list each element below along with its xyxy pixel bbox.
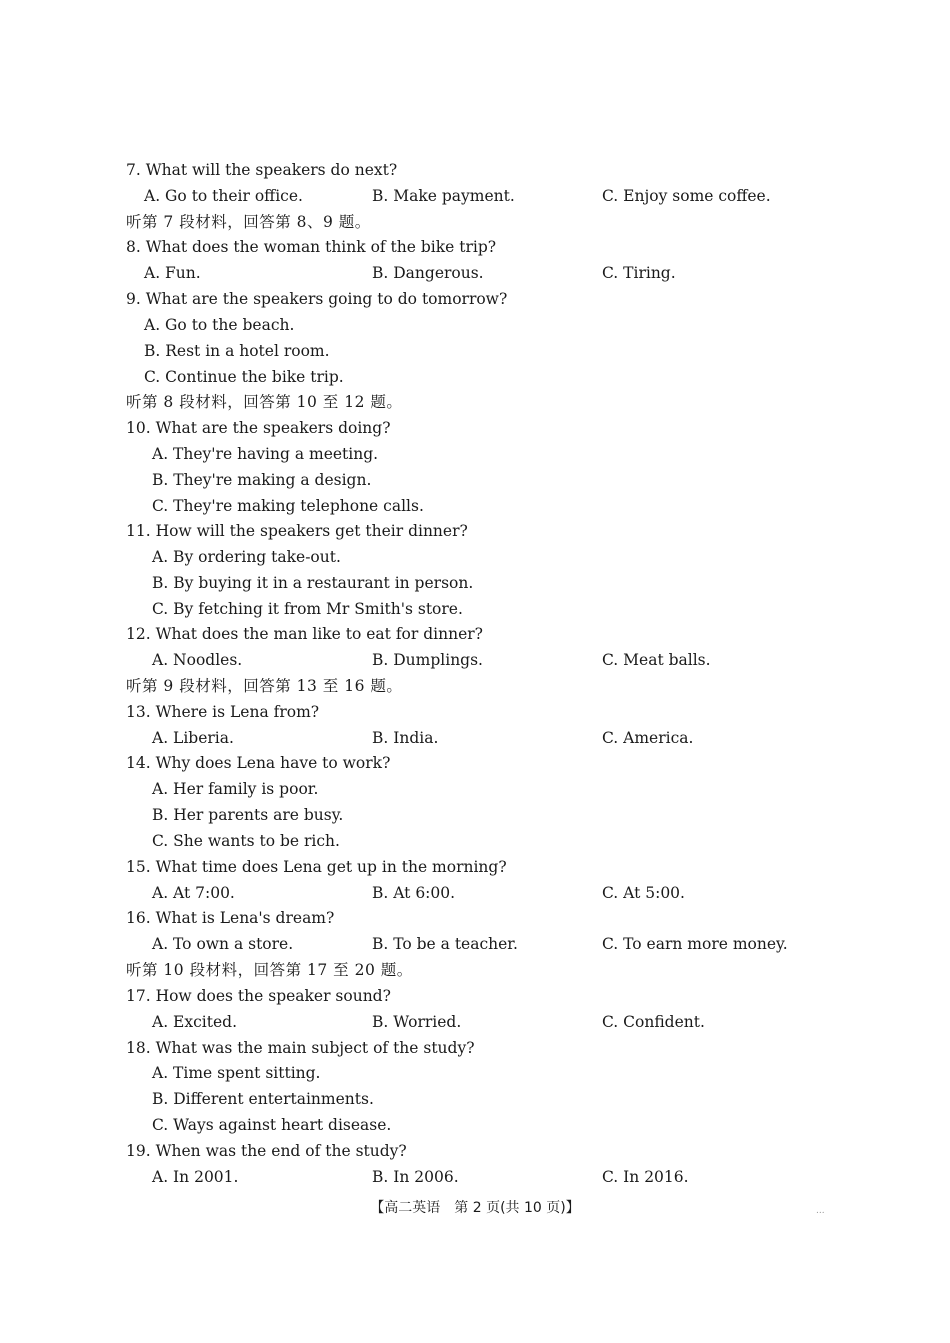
- question-17-stem: 17. How does the speaker sound?: [126, 987, 391, 1005]
- question-8-option-b: B. Dangerous.: [372, 264, 484, 282]
- question-16-option-b: B. To be a teacher.: [372, 935, 518, 953]
- question-8-stem: 8. What does the woman think of the bike trip?: [126, 238, 497, 256]
- question-11-option-b: B. By buying it in a restaurant in person.: [152, 574, 474, 592]
- question-17-option-b: B. Worried.: [372, 1013, 462, 1031]
- question-16-stem: 16. What is Lena's dream?: [126, 909, 335, 927]
- question-17-option-a: A. Excited.: [152, 1013, 237, 1031]
- question-10-option-a: A. They're having a meeting.: [152, 445, 379, 463]
- section-heading-9: 听第 9 段材料，回答第 13 至 16 题。: [126, 677, 403, 695]
- question-15-option-b: B. At 6:00.: [372, 884, 456, 902]
- question-7-option-c: C. Enjoy some coffee.: [602, 187, 771, 205]
- question-16-option-c: C. To earn more money.: [602, 935, 788, 953]
- question-9-option-c: C. Continue the bike trip.: [144, 368, 344, 386]
- corner-mark: ...: [816, 1206, 825, 1216]
- question-19-option-b: B. In 2006.: [372, 1168, 459, 1186]
- question-8-option-c: C. Tiring.: [602, 264, 676, 282]
- question-19-stem: 19. When was the end of the study?: [126, 1142, 407, 1160]
- section-heading-7: 听第 7 段材料，回答第 8、9 题。: [126, 213, 371, 231]
- question-14-option-b: B. Her parents are busy.: [152, 806, 344, 824]
- question-9-option-a: A. Go to the beach.: [144, 316, 295, 334]
- question-16-option-a: A. To own a store.: [152, 935, 294, 953]
- question-19-option-a: A. In 2001.: [152, 1168, 239, 1186]
- question-7-option-a: A. Go to their office.: [144, 187, 303, 205]
- question-11-stem: 11. How will the speakers get their dinner?: [126, 522, 468, 540]
- question-13-option-b: B. India.: [372, 729, 439, 747]
- question-8-option-a: A. Fun.: [144, 264, 201, 282]
- page-footer: 【高二英语 第 2 页(共 10 页)】: [370, 1200, 580, 1216]
- question-15-stem: 15. What time does Lena get up in the morning?: [126, 858, 507, 876]
- question-9-option-b: B. Rest in a hotel room.: [144, 342, 330, 360]
- question-13-stem: 13. Where is Lena from?: [126, 703, 320, 721]
- question-14-option-c: C. She wants to be rich.: [152, 832, 340, 850]
- question-18-option-c: C. Ways against heart disease.: [152, 1116, 392, 1134]
- question-14-stem: 14. Why does Lena have to work?: [126, 754, 391, 772]
- question-13-option-c: C. America.: [602, 729, 694, 747]
- question-14-option-a: A. Her family is poor.: [152, 780, 319, 798]
- question-12-option-a: A. Noodles.: [152, 651, 243, 669]
- question-12-option-c: C. Meat balls.: [602, 651, 711, 669]
- question-7-stem: 7. What will the speakers do next?: [126, 161, 398, 179]
- question-11-option-c: C. By fetching it from Mr Smith's store.: [152, 600, 463, 618]
- question-12-stem: 12. What does the man like to eat for dinner?: [126, 625, 483, 643]
- question-18-stem: 18. What was the main subject of the study?: [126, 1039, 475, 1057]
- section-heading-10: 听第 10 段材料，回答第 17 至 20 题。: [126, 961, 413, 979]
- question-12-option-b: B. Dumplings.: [372, 651, 483, 669]
- question-11-option-a: A. By ordering take-out.: [152, 548, 341, 566]
- section-heading-8: 听第 8 段材料，回答第 10 至 12 题。: [126, 393, 403, 411]
- question-18-option-a: A. Time spent sitting.: [152, 1064, 321, 1082]
- question-10-option-b: B. They're making a design.: [152, 471, 372, 489]
- question-18-option-b: B. Different entertainments.: [152, 1090, 374, 1108]
- question-10-stem: 10. What are the speakers doing?: [126, 419, 391, 437]
- question-10-option-c: C. They're making telephone calls.: [152, 497, 424, 515]
- question-17-option-c: C. Confident.: [602, 1013, 705, 1031]
- question-13-option-a: A. Liberia.: [152, 729, 234, 747]
- question-15-option-a: A. At 7:00.: [152, 884, 235, 902]
- question-9-stem: 9. What are the speakers going to do tomorrow?: [126, 290, 508, 308]
- question-19-option-c: C. In 2016.: [602, 1168, 689, 1186]
- question-15-option-c: C. At 5:00.: [602, 884, 685, 902]
- question-7-option-b: B. Make payment.: [372, 187, 515, 205]
